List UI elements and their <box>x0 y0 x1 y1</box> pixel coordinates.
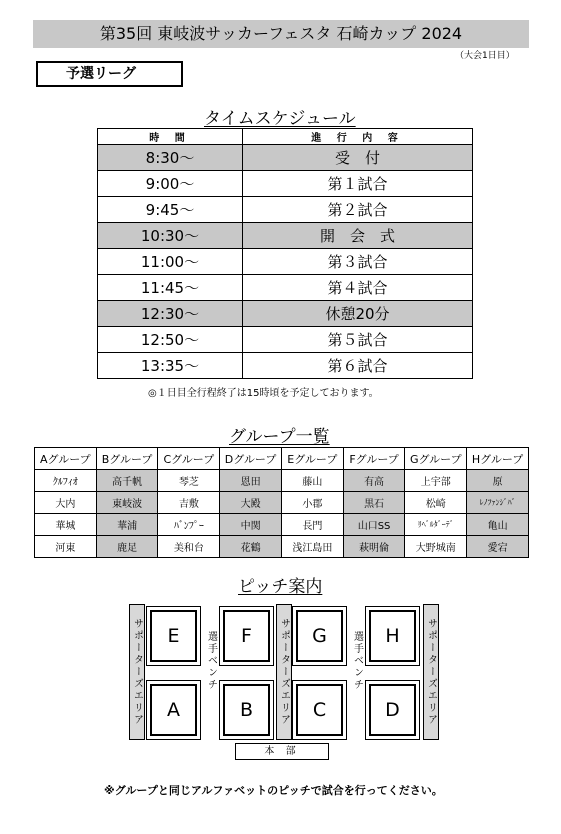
group-team: ﾊﾞﾝﾌﾟｰ <box>158 514 220 536</box>
group-team: 中関 <box>220 514 282 536</box>
footer-note: ※グループと同じアルファベットのピッチで試合を行ってください。 <box>104 784 443 797</box>
group-team: 鹿足 <box>96 536 158 558</box>
group-team: 大野城南 <box>405 536 467 558</box>
pitch <box>365 680 420 740</box>
pitch-heading: ピッチ案内 <box>238 577 323 597</box>
bench-right: 選手ベンチ <box>351 631 363 691</box>
pitch-label: C <box>296 684 343 736</box>
group-header: Dグループ <box>220 448 282 470</box>
group-team: 松崎 <box>405 492 467 514</box>
schedule-item: 受 付 <box>243 145 473 171</box>
schedule-time: 9:00〜 <box>98 171 243 197</box>
group-team: ﾘﾍﾞﾙﾀﾞｰﾃﾞ <box>405 514 467 536</box>
pitch-label: F <box>223 610 270 662</box>
pitch-label: G <box>296 610 343 662</box>
schedule-row <box>98 301 473 327</box>
supporter-area-middle: サポーターズエリア <box>276 604 292 740</box>
groups-row <box>35 470 529 492</box>
pitch <box>219 680 274 740</box>
supporter-area-left: サポーターズエリア <box>129 604 145 740</box>
schedule-item: 第６試合 <box>243 353 473 379</box>
group-team: 黒石 <box>343 492 405 514</box>
pitch <box>365 606 420 666</box>
groups-row <box>35 536 529 558</box>
schedule-time: 13:35〜 <box>98 353 243 379</box>
pitch <box>146 606 201 666</box>
schedule-row <box>98 275 473 301</box>
group-header: Eグループ <box>281 448 343 470</box>
group-header: Bグループ <box>96 448 158 470</box>
schedule-time: 11:00〜 <box>98 249 243 275</box>
group-header: Aグループ <box>35 448 97 470</box>
schedule-item: 第１試合 <box>243 171 473 197</box>
group-team: ｸﾙﾌｨｵ <box>35 470 97 492</box>
pitch <box>219 606 274 666</box>
pitch-label: H <box>369 610 416 662</box>
group-team: 河東 <box>35 536 97 558</box>
schedule-time: 12:30〜 <box>98 301 243 327</box>
group-team: 小郡 <box>281 492 343 514</box>
schedule-item: 第４試合 <box>243 275 473 301</box>
schedule-time: 8:30〜 <box>98 145 243 171</box>
group-team: 萩明倫 <box>343 536 405 558</box>
schedule-row <box>98 223 473 249</box>
group-team: 原 <box>467 470 529 492</box>
pitch <box>292 606 347 666</box>
group-header: Gグループ <box>405 448 467 470</box>
schedule-row <box>98 171 473 197</box>
schedule-row <box>98 353 473 379</box>
group-team: 華城 <box>35 514 97 536</box>
group-team: 山口SS <box>343 514 405 536</box>
groups-table <box>34 447 529 558</box>
group-team: 亀山 <box>467 514 529 536</box>
schedule-item: 第２試合 <box>243 197 473 223</box>
schedule-col-content: 進 行 内 容 <box>243 129 473 145</box>
group-team: 愛宕 <box>467 536 529 558</box>
group-header: Fグループ <box>343 448 405 470</box>
group-team: 恩田 <box>220 470 282 492</box>
group-header: Hグループ <box>467 448 529 470</box>
schedule-item: 休憩20分 <box>243 301 473 327</box>
schedule-row <box>98 145 473 171</box>
tournament-day: （大会1日目） <box>455 51 515 61</box>
pitch <box>292 680 347 740</box>
schedule-row <box>98 327 473 353</box>
schedule-col-time: 時 間 <box>98 129 243 145</box>
pitch-label: E <box>150 610 197 662</box>
group-team: 高千帆 <box>96 470 158 492</box>
group-team: 藤山 <box>281 470 343 492</box>
group-team: 長門 <box>281 514 343 536</box>
schedule-time: 12:50〜 <box>98 327 243 353</box>
schedule-item: 第３試合 <box>243 249 473 275</box>
group-team: 東岐波 <box>96 492 158 514</box>
group-team: 吉敷 <box>158 492 220 514</box>
group-team: 上宇部 <box>405 470 467 492</box>
tournament-title: 第35回 東岐波サッカーフェスタ 石崎カップ 2024 <box>33 20 529 48</box>
schedule-row <box>98 249 473 275</box>
group-team: 華浦 <box>96 514 158 536</box>
schedule-time: 9:45〜 <box>98 197 243 223</box>
schedule-time: 10:30〜 <box>98 223 243 249</box>
schedule-heading: タイムスケジュール <box>204 109 356 129</box>
pitch-label: B <box>223 684 270 736</box>
pitch-label: D <box>369 684 416 736</box>
group-team: 琴芝 <box>158 470 220 492</box>
supporter-area-right: サポーターズエリア <box>423 604 439 740</box>
groups-heading: グループ一覧 <box>229 427 330 447</box>
group-team: 有高 <box>343 470 405 492</box>
group-header: Cグループ <box>158 448 220 470</box>
prelim-league-label: 予選リーグ <box>36 61 183 87</box>
schedule-table <box>97 128 473 379</box>
pitch-label: A <box>150 684 197 736</box>
schedule-item: 開 会 式 <box>243 223 473 249</box>
groups-row <box>35 492 529 514</box>
schedule-item: 第５試合 <box>243 327 473 353</box>
groups-header-row <box>35 448 529 470</box>
groups-row <box>35 514 529 536</box>
schedule-row <box>98 197 473 223</box>
group-team: 大内 <box>35 492 97 514</box>
pitch <box>146 680 201 740</box>
schedule-time: 11:45〜 <box>98 275 243 301</box>
group-team: ﾚﾉﾌｧﾝｼﾞﾊﾞ <box>467 492 529 514</box>
schedule-note: ◎１日目全行程終了は15時頃を予定しております。 <box>148 388 379 399</box>
bench-left: 選手ベンチ <box>205 631 217 691</box>
group-team: 美和台 <box>158 536 220 558</box>
group-team: 花鶴 <box>220 536 282 558</box>
headquarters-box: 本 部 <box>235 743 329 760</box>
group-team: 大殿 <box>220 492 282 514</box>
group-team: 浅江島田 <box>281 536 343 558</box>
